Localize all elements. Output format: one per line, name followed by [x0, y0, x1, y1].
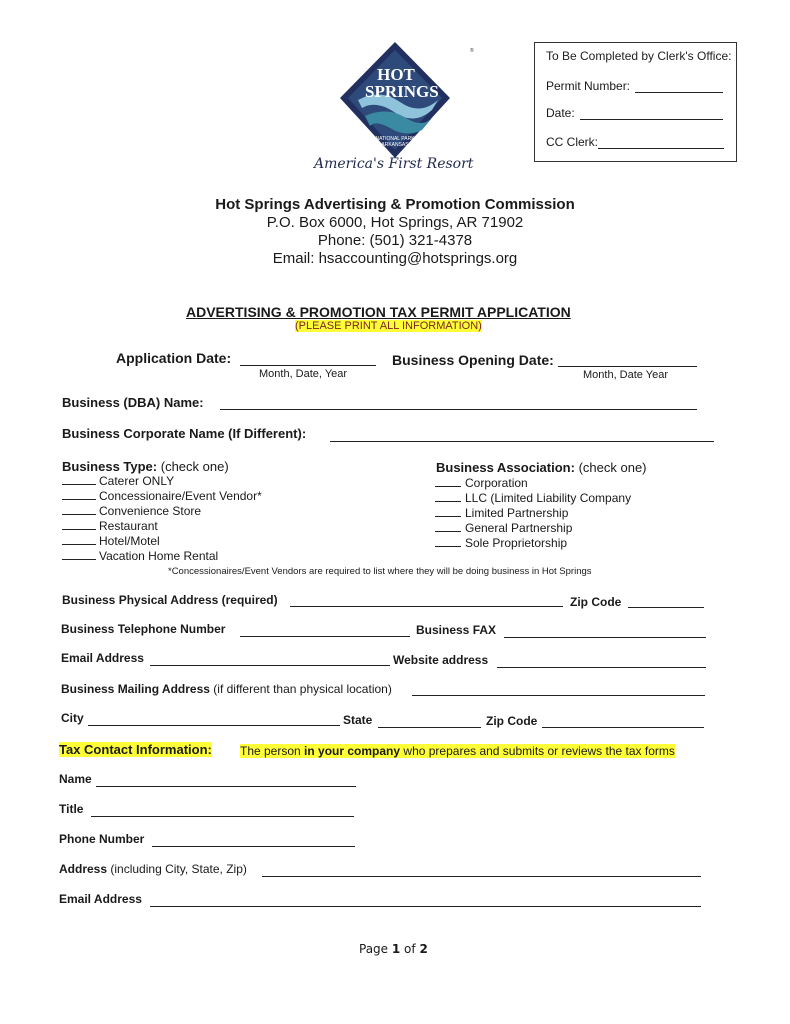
state-field[interactable] — [378, 727, 481, 728]
form-subtitle: (PLEASE PRINT ALL INFORMATION) — [295, 320, 482, 332]
contact-address-field[interactable] — [262, 876, 701, 877]
contact-title-field[interactable] — [91, 816, 354, 817]
city-label: City — [61, 711, 84, 725]
business-type-hint: (check one) — [160, 459, 229, 474]
zip-code-label: Zip Code — [570, 595, 622, 609]
physical-address-field[interactable] — [290, 606, 563, 607]
website-address-field[interactable] — [497, 667, 706, 668]
email-address-field[interactable] — [150, 665, 390, 666]
business-association-heading — [436, 460, 647, 475]
org-address: P.O. Box 6000, Hot Springs, AR 71902 — [266, 214, 524, 231]
contact-email-label: Email Address — [59, 892, 142, 906]
org-header — [0, 196, 790, 268]
zip-code-2-field[interactable] — [542, 727, 704, 728]
contact-address-heading — [59, 862, 247, 876]
business-type-option[interactable]: Vacation Home Rental — [62, 549, 262, 564]
business-association-option[interactable]: LLC (Limited Liability Company — [435, 491, 631, 506]
zip-code-field[interactable] — [628, 607, 704, 608]
cc-clerk-field[interactable] — [598, 148, 724, 149]
business-type-option[interactable]: Restaurant — [62, 519, 262, 534]
logo-arkansas: ARKANSAS — [381, 142, 409, 148]
corporate-name-field[interactable] — [330, 441, 714, 442]
mailing-address-field[interactable] — [412, 695, 705, 696]
business-type-option[interactable]: Convenience Store — [62, 504, 262, 519]
page-number: Page 1 of 2 — [359, 942, 428, 956]
org-name: Hot Springs Advertising & Promotion Commission — [215, 196, 575, 213]
business-association-list — [435, 476, 631, 551]
clerk-date-label: Date: — [546, 106, 575, 120]
tax-contact-label: Tax Contact Information: — [59, 742, 212, 757]
business-association-option[interactable]: Sole Proprietorship — [435, 536, 631, 551]
contact-title-label: Title — [59, 802, 84, 816]
tax-contact-note: The person in your company who prepares and submits or reviews the tax forms — [240, 744, 675, 758]
logo-tagline: America's First Resort — [314, 156, 474, 172]
mailing-address-label: Business Mailing Address — [61, 682, 210, 696]
business-association-option[interactable]: Corporation — [435, 476, 631, 491]
clerk-box-title: To Be Completed by Clerk's Office: — [546, 49, 732, 63]
business-association-option[interactable]: General Partnership — [435, 521, 631, 536]
application-date-label: Application Date: — [116, 350, 232, 366]
vendor-note: *Concessionaires/Event Vendors are required to list where they will be doing business in Hot Springs — [168, 566, 592, 577]
business-type-list — [62, 474, 262, 564]
corporate-name-label: Business Corporate Name (If Different): — [62, 426, 307, 441]
opening-date-label: Business Opening Date: — [392, 352, 554, 368]
application-date-field[interactable] — [240, 365, 376, 366]
physical-address-label: Business Physical Address (required) — [62, 593, 278, 607]
org-phone: Phone: (501) 321-4378 — [317, 232, 473, 249]
business-type-label: Business Type: — [62, 459, 158, 474]
permit-number-label: Permit Number: — [546, 79, 631, 93]
opening-date-hint: Month, Date Year — [583, 369, 669, 381]
org-email: Email: hsaccounting@hotsprings.org — [272, 250, 518, 267]
logo-hot: HOT — [377, 65, 415, 84]
clerk-date-field[interactable] — [580, 119, 723, 120]
cc-clerk-label: CC Clerk: — [546, 135, 599, 149]
contact-name-field[interactable] — [96, 786, 356, 787]
email-address-label: Email Address — [61, 651, 144, 665]
website-address-label: Website address — [393, 653, 489, 667]
contact-address-hint: (including City, State, Zip) — [110, 862, 247, 876]
business-type-option[interactable]: Concessionaire/Event Vendor* — [62, 489, 262, 504]
business-telephone-label: Business Telephone Number — [61, 622, 226, 636]
zip-code-2-label: Zip Code — [486, 714, 538, 728]
mailing-address-hint: (if different than physical location) — [213, 682, 392, 696]
contact-address-label: Address — [59, 862, 108, 876]
mailing-address-heading — [61, 682, 392, 696]
business-association-hint: (check one) — [578, 460, 647, 475]
state-label: State — [343, 713, 373, 727]
contact-phone-field[interactable] — [152, 846, 355, 847]
city-field[interactable] — [88, 725, 340, 726]
business-type-heading — [62, 459, 229, 474]
permit-number-field[interactable] — [635, 92, 723, 93]
logo-national-park: NATIONAL PARK — [375, 136, 415, 142]
contact-email-field[interactable] — [150, 906, 701, 907]
business-telephone-field[interactable] — [240, 636, 410, 637]
business-association-label: Business Association: — [436, 460, 575, 475]
contact-name-label: Name — [59, 772, 92, 786]
logo-springs: SPRINGS — [365, 82, 439, 101]
business-fax-label: Business FAX — [416, 623, 497, 637]
business-type-option[interactable]: Hotel/Motel — [62, 534, 262, 549]
clerk-office-box — [534, 42, 737, 162]
svg-text:®: ® — [470, 48, 474, 54]
dba-name-field[interactable] — [220, 409, 697, 410]
application-date-hint: Month, Date, Year — [259, 368, 348, 380]
business-association-option[interactable]: Limited Partnership — [435, 506, 631, 521]
opening-date-field[interactable] — [558, 366, 697, 367]
contact-phone-label: Phone Number — [59, 832, 145, 846]
dba-name-label: Business (DBA) Name: — [62, 395, 204, 410]
hot-springs-logo — [310, 38, 474, 188]
form-title: ADVERTISING & PROMOTION TAX PERMIT APPLICATION — [186, 304, 571, 320]
business-fax-field[interactable] — [504, 637, 706, 638]
business-type-option[interactable]: Caterer ONLY — [62, 474, 262, 489]
